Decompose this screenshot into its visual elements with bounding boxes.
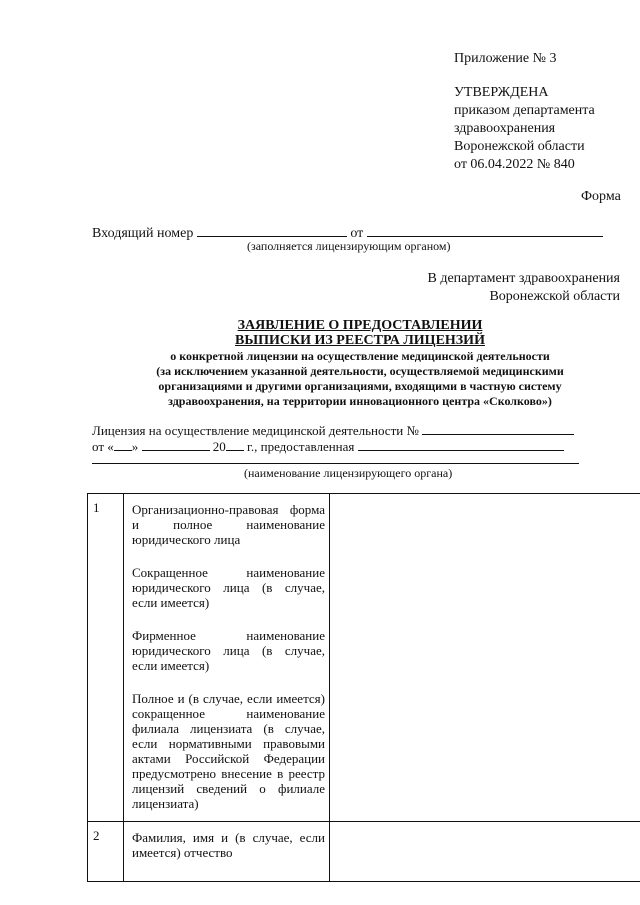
license-day-field[interactable] [114,437,132,451]
short-name-label: Сокращенное наименование юридического лица (в случае, если имеется) [132,565,325,610]
license-organ-field[interactable] [358,437,564,451]
table-row [88,822,640,882]
table-row [88,494,640,822]
application-table [87,493,640,882]
form-label: Форма [581,189,621,204]
incoming-number-label: Входящий номер [92,226,194,241]
license-month-field[interactable] [142,437,210,451]
order-line-4: от 06.04.2022 № 840 [454,157,575,172]
addressee-line-1: В департамент здравоохранения [427,271,620,286]
title-line-5: организациями и другими организациями, входящими в частную систему [158,379,562,393]
title-line-6: здравоохранения, на территории инновационного центра «Сколково») [168,394,552,408]
full-name-label: Фамилия, имя и (в случае, если имеется) отчество [132,830,325,860]
row-number: 1 [88,494,124,822]
approved-label: УТВЕРЖДЕНА [454,85,549,100]
title-line-4: (за исключением указанной деятельности, осуществляемой медицинскими [156,364,564,378]
incoming-date-field[interactable] [367,222,603,237]
incoming-note: (заполняется лицензирующим органом) [247,239,451,253]
legal-form-label: Организационно-правовая форма и полное наименование юридического лица [132,502,325,547]
license-date-row [92,437,564,455]
license-year-field[interactable] [226,437,244,451]
license-year-prefix: 20 [212,439,226,454]
title-line-1: ЗАЯВЛЕНИЕ О ПРЕДОСТАВЛЕНИИ [237,318,483,333]
appendix-label: Приложение № 3 [454,51,557,66]
order-line-1: приказом департамента [454,103,595,118]
license-organ-line[interactable] [92,463,579,464]
branch-name-label: Полное и (в случае, если имеется) сокращенное наименование филиала лицензиата (в случае, если нормативными правовыми актами Российской Федерации предусмотрено внесение в реестр лицензий сведений о филиале лицензиата) [132,691,325,811]
license-year-suffix: г., предоставленная [247,439,355,454]
incoming-number-field[interactable] [197,222,347,237]
title-line-3: о конкретной лицензии на осуществление медицинской деятельности [170,349,550,363]
brand-name-label: Фирменное наименование юридического лица (в случае, если имеется) [132,628,325,673]
order-line-2: здравоохранения [454,121,556,136]
row-label-cell [124,494,330,822]
license-number-field[interactable] [422,421,574,435]
title-line-2: ВЫПИСКИ ИЗ РЕЕСТРА ЛИЦЕНЗИЙ [235,333,485,348]
organization-name-value[interactable] [330,494,640,822]
incoming-from-label: от [350,226,364,241]
license-from-label: от « [92,439,114,454]
addressee-line-2: Воронежской области [489,289,620,304]
row-number: 2 [88,822,124,882]
license-quote-close: » [131,439,139,454]
row-label-cell [124,822,330,882]
full-name-value[interactable] [330,822,640,882]
order-line-3: Воронежской области [454,139,585,154]
license-number-label: Лицензия на осуществление медицинской деятельности № [92,423,419,438]
license-organ-note: (наименование лицензирующего органа) [244,466,453,480]
